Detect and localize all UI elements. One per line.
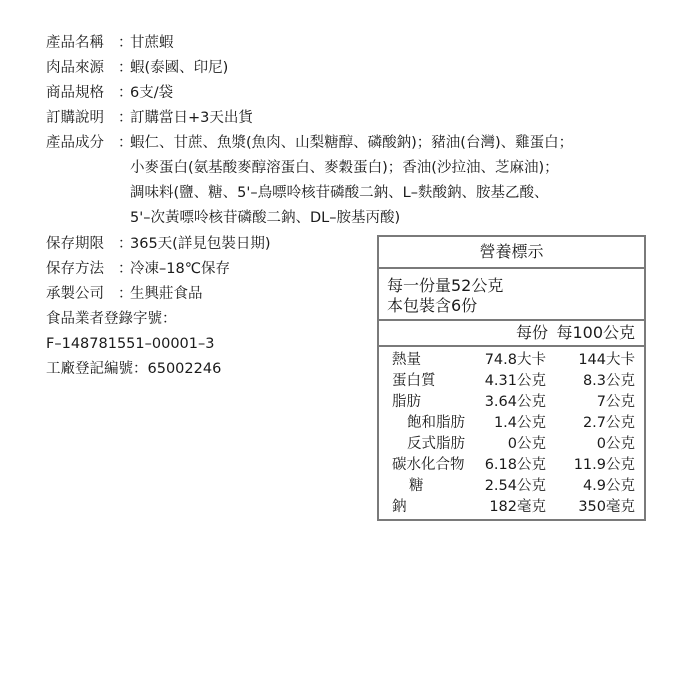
label-shelf-life: 保存期限	[46, 236, 104, 252]
nutrient-label: 熱量	[392, 352, 421, 368]
per-100g-value: 144大卡	[578, 352, 635, 368]
per-serving-value: 4.31公克	[484, 373, 546, 389]
separator: ：	[118, 85, 133, 101]
ingredients-line-3: 調味料(鹽、糖、5'–鳥嘌呤核苷磷酸二鈉、L–麩酸鈉、胺基乙酸、	[130, 185, 549, 201]
info-row-ingredients	[46, 134, 573, 152]
value-product-name: 甘蔗蝦	[130, 35, 174, 51]
label-spec: 商品規格	[46, 85, 104, 101]
per-100g-value: 11.9公克	[573, 457, 635, 473]
per-100g-value: 0公克	[596, 436, 635, 452]
value-shelf-life: 365天(詳見包裝日期)	[130, 236, 271, 252]
value-factory: 65002246	[147, 361, 222, 377]
per-serving-value: 6.18公克	[484, 457, 546, 473]
nutrition-facts-panel	[377, 235, 646, 521]
nutrient-label: 碳水化合物	[392, 457, 465, 473]
separator: ：	[118, 60, 133, 76]
nutrient-label: 飽和脂肪	[407, 415, 465, 431]
info-row-product-name	[46, 34, 174, 52]
ingredients-line-2: 小麥蛋白(氨基酸麥醇溶蛋白、麥穀蛋白)；香油(沙拉油、芝麻油)；	[130, 160, 559, 176]
label-meat-source: 肉品來源	[46, 60, 104, 76]
nutrient-label: 糖	[409, 478, 424, 494]
separator: ：	[118, 110, 133, 126]
value-spec: 6支/袋	[130, 85, 174, 101]
ingredients-line-4: 5'–次黃嘌呤核苷磷酸二鈉、DL–胺基丙酸)	[130, 210, 401, 226]
label-order-note: 訂購說明	[46, 110, 104, 126]
nutrition-title: 營養標示	[479, 242, 544, 261]
divider	[379, 267, 644, 269]
per-100g-value: 7公克	[596, 394, 635, 410]
value-meat-source: 蝦(泰國、印尼)	[130, 60, 229, 76]
info-row-factory	[46, 360, 221, 378]
value-storage: 冷凍–18℃保存	[130, 261, 230, 277]
info-row-spec	[46, 84, 173, 102]
label-factory: 工廠登記編號	[46, 361, 133, 377]
per-100g-value: 2.7公克	[582, 415, 635, 431]
info-row-storage	[46, 260, 230, 278]
divider	[379, 345, 644, 347]
divider	[379, 319, 644, 321]
info-row-meat-source	[46, 59, 228, 77]
nutrient-label: 脂肪	[392, 394, 421, 410]
nutrient-label: 鈉	[392, 499, 407, 515]
per-serving-value: 2.54公克	[484, 478, 546, 494]
label-manufacturer: 承製公司	[46, 286, 104, 302]
separator: ：	[118, 236, 133, 252]
label-product-name: 產品名稱	[46, 35, 104, 51]
col-header-per-100g: 每100公克	[556, 323, 635, 342]
serving-size: 每一份量52公克	[387, 276, 504, 295]
separator: ：	[133, 361, 148, 377]
value-ingredients: 蝦仁、甘蔗、魚漿(魚肉、山梨糖醇、磷酸鈉)；豬油(台灣)、雞蛋白；	[130, 135, 574, 151]
per-100g-value: 8.3公克	[582, 373, 635, 389]
per-100g-value: 4.9公克	[582, 478, 635, 494]
per-serving-value: 74.8大卡	[484, 352, 546, 368]
info-row-registration	[46, 310, 177, 328]
value-manufacturer: 生興莊食品	[130, 286, 203, 302]
info-row-shelf-life	[46, 235, 271, 253]
per-serving-value: 182毫克	[489, 499, 546, 515]
label-registration: 食品業者登錄字號	[46, 311, 162, 327]
col-header-per-serving: 每份	[515, 323, 548, 342]
separator: ：	[118, 135, 133, 151]
per-100g-value: 350毫克	[578, 499, 635, 515]
info-row-order-note	[46, 109, 253, 127]
separator: ：	[118, 35, 133, 51]
label-storage: 保存方法	[46, 261, 104, 277]
per-serving-value: 3.64公克	[484, 394, 546, 410]
per-serving-value: 0公克	[507, 436, 546, 452]
registration-number: F–148781551–00001–3	[46, 336, 215, 352]
nutrient-label: 反式脂肪	[407, 436, 465, 452]
label-ingredients: 產品成分	[46, 135, 104, 151]
info-row-manufacturer	[46, 285, 203, 303]
separator: ：	[162, 311, 177, 327]
separator: ：	[118, 261, 133, 277]
separator: ：	[118, 286, 133, 302]
value-order-note: 訂購當日+3天出貨	[130, 110, 253, 126]
servings-per-package: 本包裝含6份	[387, 296, 478, 315]
per-serving-value: 1.4公克	[493, 415, 546, 431]
nutrient-label: 蛋白質	[392, 373, 436, 389]
